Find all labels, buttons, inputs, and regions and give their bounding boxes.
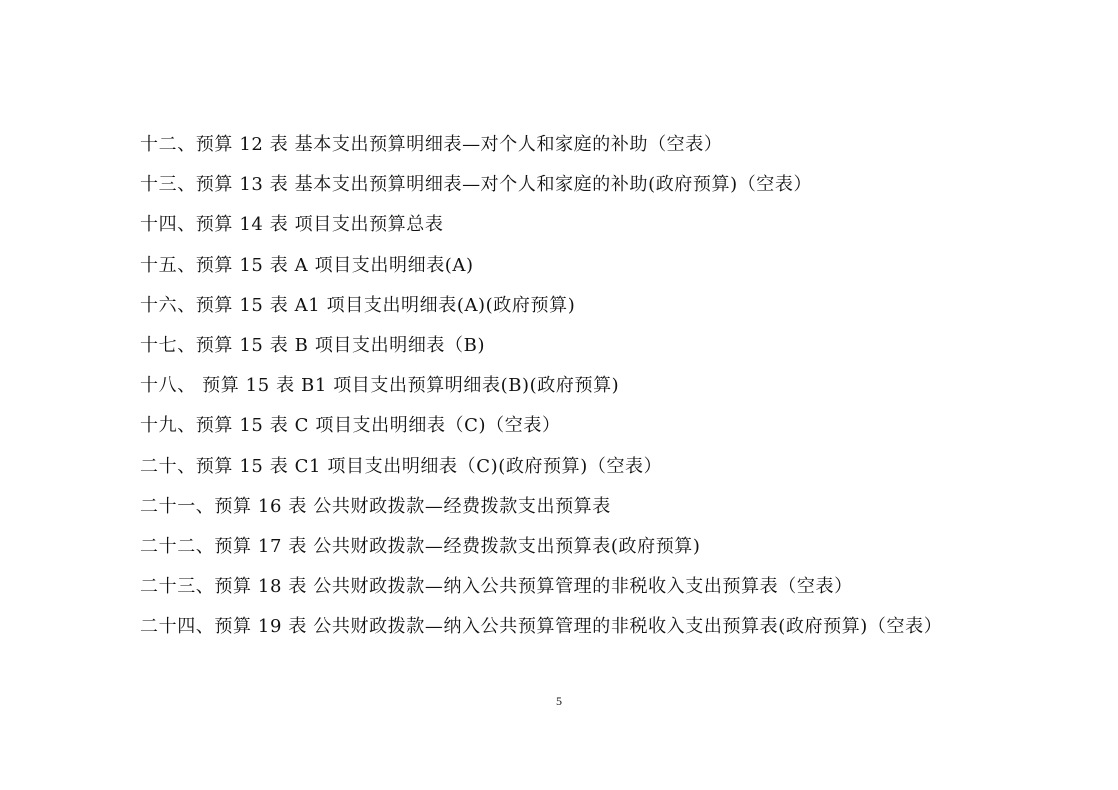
table-of-contents	[140, 128, 1080, 650]
toc-item: 十九、预算 15 表 C 项目支出明细表（C)（空表）	[140, 415, 561, 437]
toc-item: 十七、预算 15 表 B 项目支出明细表（B)	[140, 334, 486, 356]
toc-item: 十五、预算 15 表 A 项目支出明细表(A)	[140, 254, 474, 276]
toc-item: 十八、 预算 15 表 B1 项目支出预算明细表(B)(政府预算)	[140, 375, 620, 397]
toc-item: 二十四、预算 19 表 公共财政拨款—纳入公共预算管理的非税收入支出预算表(政府预算)（空表）	[140, 616, 943, 638]
toc-item: 十六、预算 15 表 A1 项目支出明细表(A)(政府预算)	[140, 294, 576, 316]
toc-item: 十四、预算 14 表 项目支出预算总表	[140, 214, 444, 236]
toc-item: 二十三、预算 18 表 公共财政拨款—纳入公共预算管理的非税收入支出预算表（空表）	[140, 576, 853, 598]
toc-item: 十二、预算 12 表 基本支出预算明细表—对个人和家庭的补助（空表）	[140, 134, 723, 155]
toc-item: 十三、预算 13 表 基本支出预算明细表—对个人和家庭的补助(政府预算)（空表）	[140, 174, 813, 196]
page-number: 5	[556, 694, 562, 708]
toc-item: 二十一、预算 16 表 公共财政拨款—经费拨款支出预算表	[140, 495, 611, 517]
toc-item: 二十、预算 15 表 C1 项目支出明细表（C)(政府预算)（空表）	[140, 455, 663, 477]
toc-item: 二十二、预算 17 表 公共财政拨款—经费拨款支出预算表(政府预算)	[140, 535, 701, 557]
